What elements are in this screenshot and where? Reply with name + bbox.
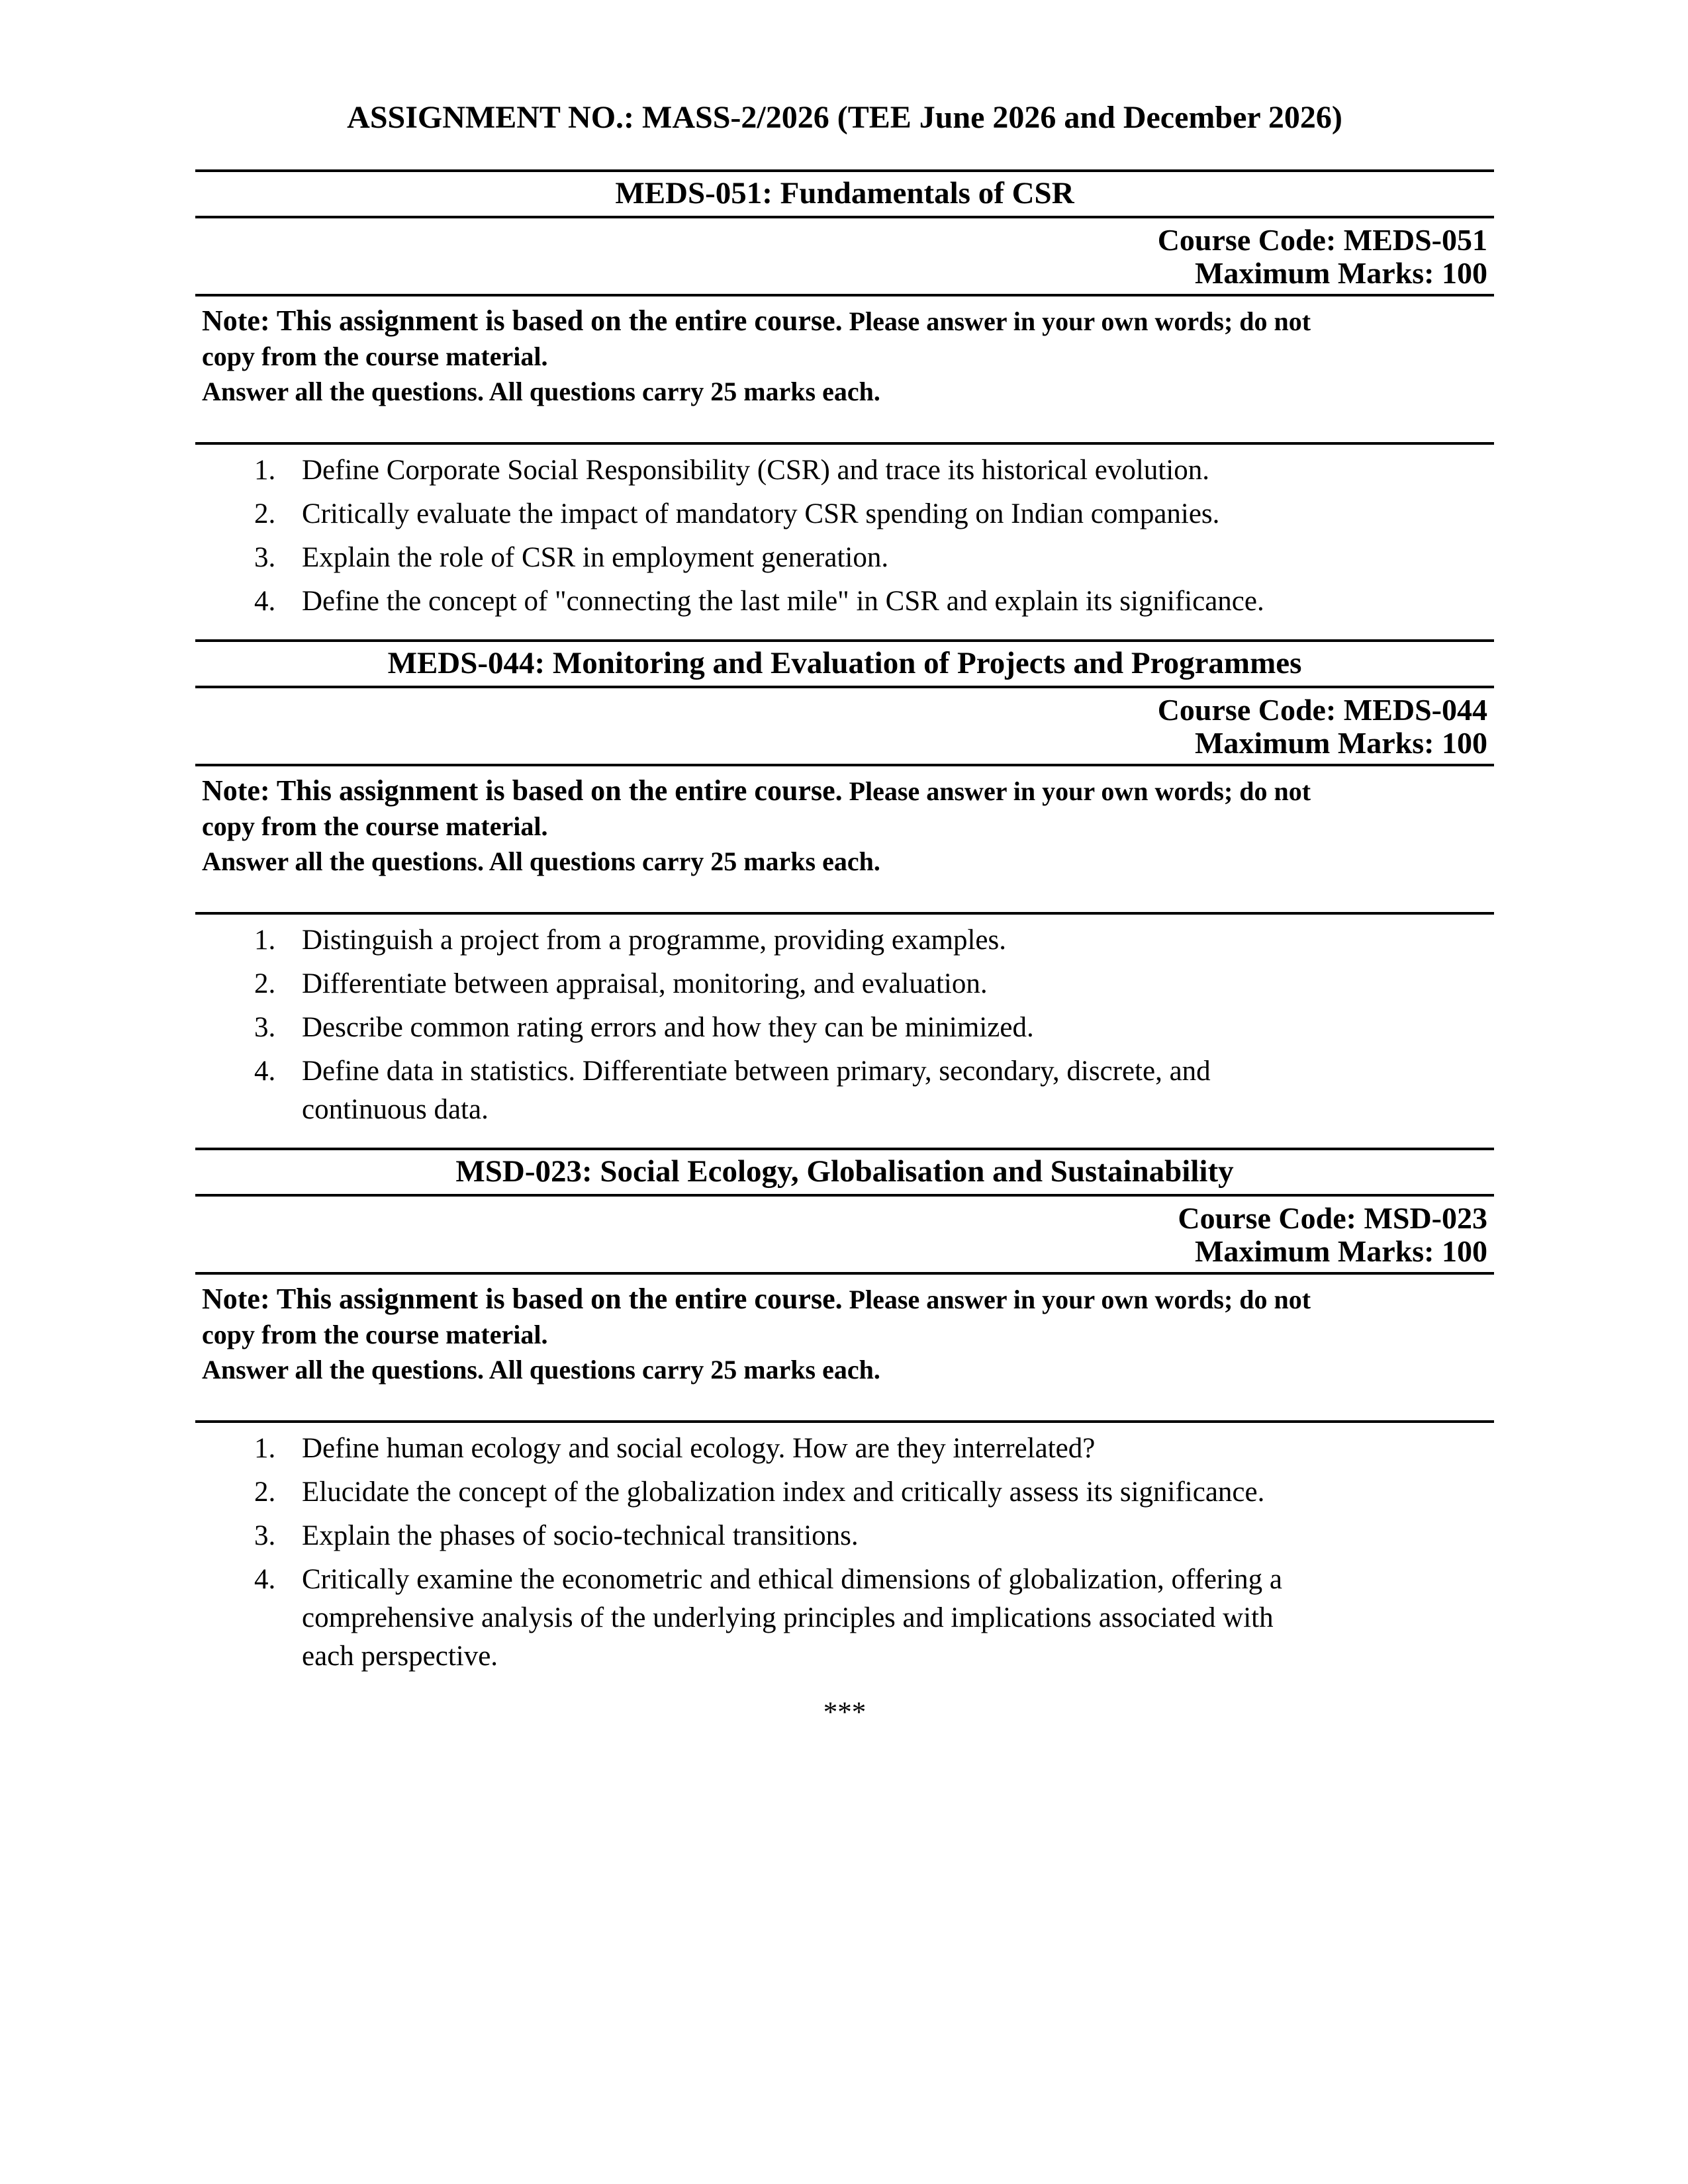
question-text: Critically evaluate the impact of mandatory CSR spending on Indian companies. — [302, 498, 1220, 529]
question-text: Explain the phases of socio-technical transitions. — [302, 1520, 859, 1551]
question-number: 1. — [254, 925, 276, 956]
question-number: 4. — [254, 586, 276, 617]
question-text: Elucidate the concept of the globalization index and critically assess its significance. — [302, 1477, 1265, 1508]
assignment-note — [195, 296, 1494, 442]
question-number: 1. — [254, 1433, 276, 1464]
note-paragraph — [202, 1281, 1494, 1352]
question-item — [254, 921, 1494, 960]
question-item — [254, 1052, 1494, 1129]
question-item — [254, 1430, 1494, 1468]
note-lead: Note: This assignment is based on the entire course. — [202, 774, 843, 807]
question-text: Define Corporate Social Responsibility (CSR) and trace its historical evolution. — [302, 455, 1209, 486]
course-code: Course Code: MSD-023 — [1178, 1201, 1487, 1235]
question-text: Describe common rating errors and how they can be minimized. — [302, 1012, 1034, 1043]
question-text: Critically examine the econometric and ethical dimensions of globalization, offering a comprehensive analysis of the underlying principles and implications associated with each perspective. — [302, 1564, 1283, 1672]
question-item — [254, 451, 1494, 490]
question-item — [254, 539, 1494, 577]
note-lead: Note: This assignment is based on the entire course. — [202, 304, 843, 337]
question-number: 3. — [254, 542, 276, 573]
question-list — [195, 1423, 1494, 1694]
question-list — [195, 915, 1494, 1148]
question-text: Define the concept of "connecting the last mile" in CSR and explain its significance. — [302, 586, 1264, 617]
question-number: 1. — [254, 455, 276, 486]
assignment-note — [195, 766, 1494, 912]
question-item — [254, 965, 1494, 1003]
course-title: MEDS-051: Fundamentals of CSR — [615, 176, 1074, 210]
question-text: Define human ecology and social ecology. How are they interrelated? — [302, 1433, 1096, 1464]
question-number: 2. — [254, 1477, 276, 1508]
assignment-note — [195, 1275, 1494, 1420]
question-text: Distinguish a project from a programme, providing examples. — [302, 925, 1006, 956]
section-meds-044 — [195, 639, 1494, 1148]
max-marks: Maximum Marks: 100 — [1194, 1234, 1487, 1268]
note-paragraph — [202, 303, 1494, 374]
question-number: 3. — [254, 1012, 276, 1043]
max-marks: Maximum Marks: 100 — [1194, 726, 1487, 760]
note-answer: Answer all the questions. All questions carry 25 marks each. — [202, 1355, 880, 1385]
note-answer: Answer all the questions. All questions carry 25 marks each. — [202, 846, 880, 876]
question-text: Differentiate between appraisal, monitoring, and evaluation. — [302, 968, 988, 999]
note-rest-text: Please answer in your own words; do not copy from the course material. — [202, 1285, 1311, 1349]
question-item — [254, 1009, 1494, 1047]
course-meta — [195, 688, 1494, 764]
question-number: 2. — [254, 968, 276, 999]
note-rest-text: Please answer in your own words; do not copy from the course material. — [202, 776, 1311, 841]
question-item — [254, 495, 1494, 533]
question-number: 3. — [254, 1520, 276, 1551]
section-meds-051 — [195, 169, 1494, 639]
course-meta — [195, 218, 1494, 294]
question-number: 4. — [254, 1564, 276, 1595]
note-lead: Note: This assignment is based on the entire course. — [202, 1283, 843, 1315]
note-paragraph — [202, 773, 1494, 844]
page-title: ASSIGNMENT NO.: MASS-2/2026 (TEE June 2026 and December 2026) — [347, 100, 1342, 135]
course-title: MEDS-044: Monitoring and Evaluation of Projects and Programmes — [387, 646, 1302, 680]
course-code: Course Code: MEDS-051 — [1157, 223, 1487, 257]
question-list — [195, 445, 1494, 639]
end-marker: *** — [823, 1697, 867, 1728]
max-marks: Maximum Marks: 100 — [1194, 256, 1487, 290]
question-number: 2. — [254, 498, 276, 529]
course-meta — [195, 1197, 1494, 1272]
course-code: Course Code: MEDS-044 — [1157, 693, 1487, 727]
note-answer: Answer all the questions. All questions carry 25 marks each. — [202, 377, 880, 406]
question-item — [254, 1561, 1494, 1676]
note-rest-text: Please answer in your own words; do not copy from the course material. — [202, 306, 1311, 371]
question-item — [254, 1473, 1494, 1512]
course-title: MSD-023: Social Ecology, Globalisation and Sustainability — [455, 1154, 1234, 1189]
question-text: Explain the role of CSR in employment generation. — [302, 542, 889, 573]
question-text: Define data in statistics. Differentiate between primary, secondary, discrete, and continuous data. — [302, 1056, 1211, 1125]
section-msd-023 — [195, 1148, 1494, 1694]
question-item — [254, 1517, 1494, 1555]
question-number: 4. — [254, 1056, 276, 1087]
question-item — [254, 582, 1494, 621]
